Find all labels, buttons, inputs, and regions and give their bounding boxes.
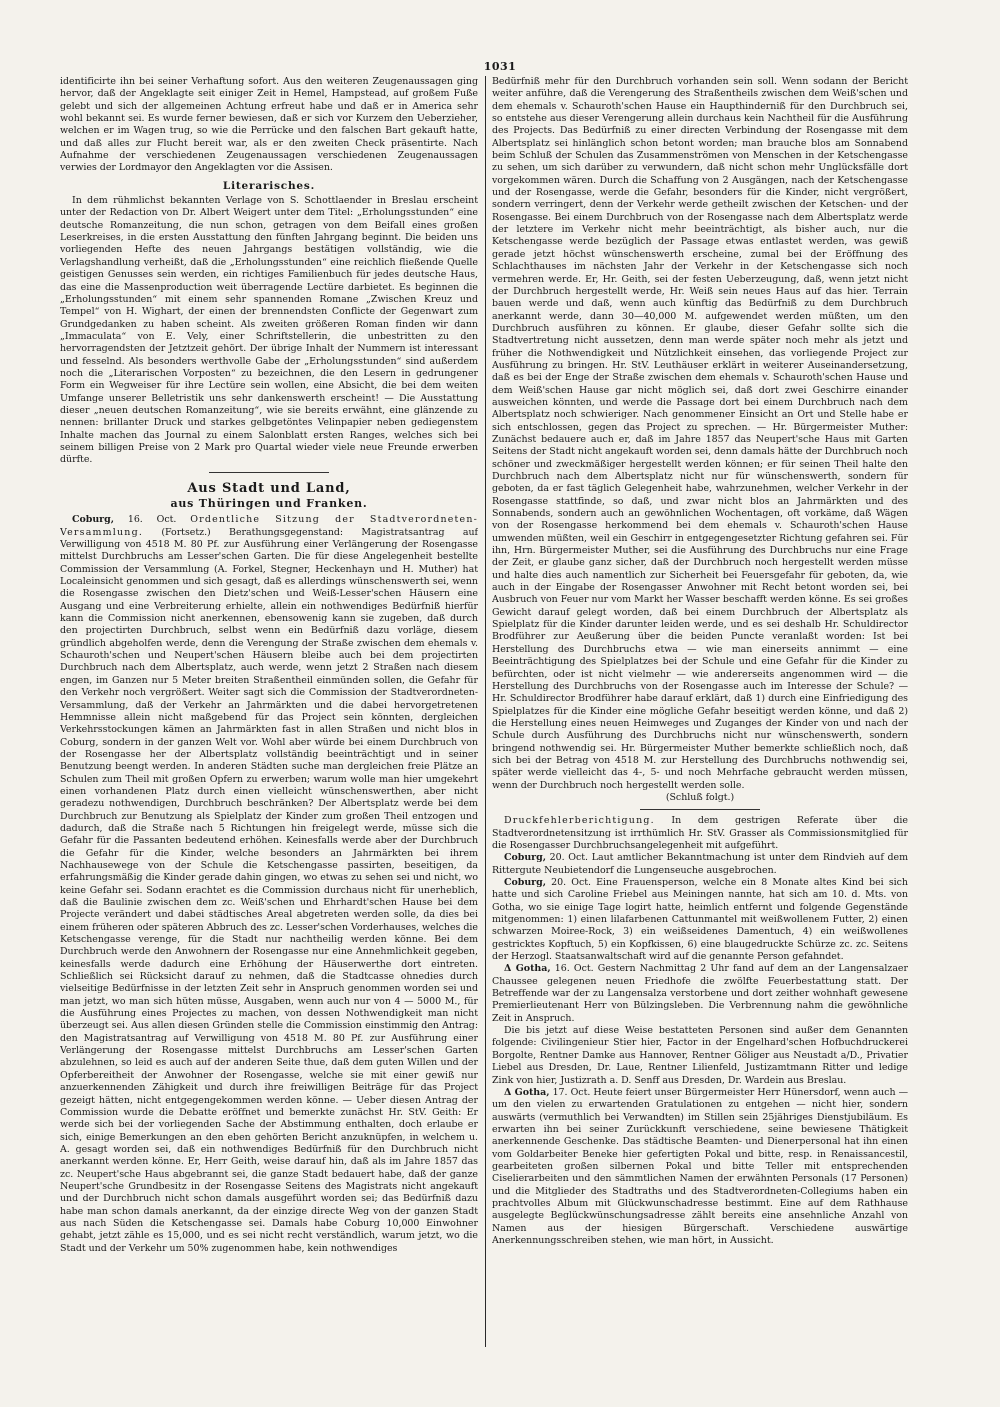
literary-article: In dem rühmlichst bekannten Verlage von S. Schottlaender in Breslau erscheint unter der Redaction von Dr. Albert Weigert unter dem Titel: „Erholungsstunden“ eine deutsche Romanzeitung, die nun schon, getragen von dem Beifall eines großen Leserkreises, in die ersten Ausstattung den fünften Jahrgang beginnt. Die beiden uns vorliegenden Hefte des neuen Jahrgangs bestätigen vollständig, wie die Verlagshandlung verheißt, daß die „Erholungsstunden“ eine reichlich fließende Quelle geistigen Genusses sein werden, ein richtiges Familienbuch für jedes deutsche Haus, das eine die Massenproduction weit überragende Lectüre darbietet. Es beginnen die „Erholungsstunden“ mit einem sehr spannenden Romane „Zwischen Kreuz und Tempel“ von H. Wighart, der einen der brennendsten Conflicte der Gegenwart zum Grundgedanken zu haben scheint. Als zweiten größeren Roman finden wir dann „Immaculata“ von E. Vely, einer Schriftstellerin, die unbestritten zu den hervorragendsten der Jetztzeit gehört. Der übrige Inhalt der Nummern ist interessant und fesselnd. Als besonders werthvolle Gabe der „Erholungsstunden“ sind außerdem noch die „Literarischen Vorposten“ zu bezeichnen, die den Lesern in gedrungener Form ein Wegweiser für ihre Lectüre sein wollen, eine Absicht, die bei dem weiten Umfange unserer Belletristik uns sehr dankenswerth erscheint! — Die Ausstattung dieser „neuen deutschen Romanzeitung“, wie sie bereits erwähnt, eine glänzende zu nennen: brillanter Druck und starkes gelbgetöntes Velinpapier neben gediegenstem Inhalte machen das Journal zu einem Salonblatt ersten Ranges, welches sich bei seinem billigen Preise von 2 Mark pro Quartal wieder viele neue Freunde erwerben dürfte. [60,195,478,466]
right-column [492,76,908,1347]
page-number: 1031 [483,60,517,73]
divider [640,809,760,810]
dateline: Δ Gotha, [504,1086,550,1098]
news-item: Δ Gotha, 17. Oct. Heute feiert unser Bürgermeister Herr Hünersdorf, wenn auch — um den vielen zu erwartenden Gratulationen zu entgehen — nicht hier, sondern auswärts (vermuthlich bei Verwandten) im Stillen sein 25jähriges Dienstjubiläum. Es erwarten ihn bei seiner Zurückkunft verschiedene, seine bewiesene Thätigkeit anerkennende Geschenke. Das städtische Beamten- und Dienerpersonal hat ihn einen vom Goldarbeiter Beneke hier gefertigten Pokal und bitte, resp. in Renaissancestil, gearbeiteten großen silbernen Pokal und bitte Teller mit entsprechenden Ciselierarbeiten und den sämmtlichen Namen der erwähnten Personals (17 Personen) und die Mitglieder des Stadtraths und des Stadtverordneten-Collegiums haben ein prachtvolles Album mit Glückwunschadresse bestimmt. Eine auf dem Rathhause ausgelegte Beglückwünschungsadresse zählt bereits eine ansehnliche Anzahl von Namen aus der hiesigen Bürgerschaft. Verschiedene auswärtige Anerkennungsschreiben stehen, wie man hört, in Aussicht. [492,1086,908,1246]
date: 16. Oct. [113,514,191,526]
news-item: Coburg, 20. Oct. Eine Frauensperson, welche ein 8 Monate altes Kind bei sich hatte und sich Caroline Friebel aus Meiningen nannte, hat sich am 10. d. Mts. von Gotha, wo sie einige Tage logirt hatte, heimlich entfernt und folgende Gegenstände mitgenommen: 1) einen lilafarbenen Cattunmantel mit weißwollenem Futter, 2) einen schwarzen Moiree-Rock, 3) ein weißseidenes Damentuch, 4) ein weißwollenes gestricktes Kopftuch, 5) ein Kopfkissen, 6) eine blaugedruckte Schürze zc. zc. Seitens der Herzogl. Staatsanwaltschaft wird auf die genannte Person gefahndet. [492,877,908,963]
literary-heading: Literarisches. [222,179,316,192]
news-item: Δ Gotha, 16. Oct. Gestern Nachmittag 2 Uhr fand auf dem an der Langensalzaer Chaussee gelegenen neuen Friedhofe die zwölfte Feuerbestattung statt. Der Betreffende war der zu Langensalza verstorbene und dort zeither wohnhaft gewesene Premierlieutenant Herr von Bülzingsleben. Die Verbrennung nahm die gewöhnliche Zeit in Anspruch. [492,963,908,1024]
section-heading: Aus Stadt und Land, [187,480,351,496]
divider [209,472,329,473]
correction-heading: Druckfehlerberichtigung. [504,815,655,827]
article-continuation: identificirte ihn bei seiner Verhaftung sofort. Aus den weiteren Zeugenaussagen ging hervor, daß der Angeklagte seit einiger Zeit in Hemel, Hampstead, auf großem Fuße gelebt und sich der allgemeinen Achtung erfreut habe und daß er in America sehr wohl bekannt sei. Es wurde ferner bewiesen, daß er sich vor Kurzem den Ueberzieher, welchen er im Wagen trug, so wie die Perrücke und den falschen Bart gekauft hatte, und daß alles zur Flucht bereit war, als er den zweiten Check präsentirte. Nach Aufnahme der verschiedenen Zeugenaussagen verschiedenen Zeugenaussagen verwies der Lordmayor den Angeklagten vor die Assisen. [60,76,478,174]
dateline: Coburg, [72,514,114,526]
to-be-continued: (Schluß folgt.) [665,791,735,803]
report-heading: Ordentliche Sitzung der Stadtverordneten-Versammlung. [60,514,478,538]
coburg-council-report [60,514,478,1255]
news-item-continued: Die bis jetzt auf diese Weise bestatteten Personen sind außer dem Genannten folgende: Civilingenieur Stier hier, Factor in der Engelhard'schen Hofbuchdruckerei Borgolte, Rentner Damke aus Hannover, Rentner Göliger aus Neustadt a/D., Privatier Liebel aus Dresden, Dr. Laue, Rentner Lilienfeld, Justizamtmann Ritter und ledige Zink von hier, Justizrath a. D. Senff aus Dresden, Dr. Wardein aus Breslau. [492,1025,908,1086]
report-text: (Fortsetz.) Berathungsgegenstand: Magistratsantrag auf Verwilligung von 4518 M. 80 Pf. zur Ausführung einer Verlängerung der Rosengasse mittelst Durchbruchs am Lesser'schen Garten. Die für diese Angelegenheit bestellte Commission der Versammlung (A. Forkel, Stegner, Heckenhayn und H. Muther) hat Localeinsicht genommen und sich gesagt, daß es allerdings wünschenswerth sei, wenn die Rosengasse zwischen den Dietz'schen und Weiß-Lesser'schen Häusern eine Ausgang und eine Verbreiterung erhielte, allein ein nothwendiges Bedürfniß hierfür kann die Commission nicht anerkennen, ebensowenig kann sie zugeben, daß durch den projectirten Durchbruch, selbst wenn ein Bedürfniß dazu vorläge, diesem gründlich abgeholfen werde, denn die Verengung der Straße zwischen dem ehemals v. Schauroth'schen und Neupert'schen Häusern bleibe auch bei dem projectirten Durchbruch nach dem Albertsplatz, auch werde, wenn jetzt 2 Straßen nach diesem engen, im Ganzen nur 5 Meter breiten Straßentheil einmünden sollen, die Gefahr für den Verkehr noch vergrößert. Weiter sagt sich die Commission der Stadtverordneten-Versammlung, daß der Verkehr an Jahrmärkten und die dabei hervorgetretenen Hemmnisse allein nicht maßgebend für das Project sein könnten, dergleichen Verkehrsstockungen kämen an Jahrmärkten fast in allen Straßen und nicht blos in Coburg, sondern in der ganzen Welt vor. Wohl aber würde bei einem Durchbruch von der Rosengasse her der Albertsplatz vollständig beeinträchtigt und in seiner Benutzung beengt werden. In anderen Städten suche man dergleichen freie Plätze an Schulen zum Theil mit großen Opfern zu erwerben; warum wolle man hier umgekehrt einen vorhandenen Platz durch einen vielleicht wünschenswerthen, aber nicht geradezu nothwendigen, Durchbruch beschränken? Der Albertsplatz werde bei dem Durchbruch zur Benutzung als Spielplatz der Kinder zum großen Theil entzogen und dadurch, daß die Straße nach 5 Richtungen hin freigelegt werde, müsse sich die Gefahr für die Passanten bedeutend erhöhen. Keinesfalls werde aber der Durchbruch die Gefahr für die Kinder, welche besonders an Jahrmärkten bei ihrem Nachhausewege von der Schule die Ketschengasse passirten, beseitigen, da erfahrungsmäßig die Kinder gerade dahin gingen, wo etwas zu sehen sei und nicht, wo keine Gefahr sei. Sodann erachtet es die Commission durchaus nicht für unerheblich, daß die Baulinie zwischen dem zc. Weiß'schen und Ehrhardt'schen Hause bei dem Projecte verändert und dabei städtisches Areal abgetreten werden solle, da dies bei einem früheren oder späteren Abbruch des zc. Lesser'schen Vorderhauses, welches die Ketschengasse verenge, für die Stadt nur nachtheilig werden könne. Bei dem Durchbruch werde den Anwohnern der Rosengasse nur eine Annehmlichkeit gegeben, keinesfalls werde dadurch eine Erhöhung der Häuserwerthe dort eintreten. Schließlich sei Rücksicht darauf zu nehmen, daß die Stadtcasse ohnedies durch vielseitige Bedürfnisse in der letzten Zeit sehr in Anspruch genommen worden sei und man jetzt, wo man sich hüten müsse, Ausgaben, wenn auch nur von 4 — 5000 M., für die Ausführung eines Projectes zu machen, von dessen Nothwendigkeit man nicht überzeugt sei. Aus allen diesen Gründen stelle die Commission einstimmig den Antrag: den Magistratsantrag auf Verwilligung von 4518 M. 80 Pf. zur Ausführung einer Verlängerung der Rosengasse mittelst Durchbruchs am Lesser'schen Garten abzulehnen, so leid es auch auf der anderen Seite thue, daß dem guten Willen und der Opferbereitheit der Anwohner der Rosengasse, welche sie mit einer gewiß nur anzuerkennenden Zähigkeit und durch ihre freiwilligen Beiträge für das Project gezeigt hätten, nicht entgegengekommen werden könne. — Ueber diesen Antrag der Commission wurde die Debatte eröffnet und bemerkte zunächst Hr. StV. Geith: Er werde sich bei der vorliegenden Sache der Abstimmung enthalten, doch erlaube er sich, einige Bemerkungen an den eben gehörten Bericht anzuknüpfen, in welchem u. A. gesagt worden sei, daß ein nothwendiges Bedürfniß für den Durchbruch nicht anerkannt werden könne. Er, Herr Geith, weise darauf hin, daß als im Jahre 1857 das zc. Neupert'sche Haus abgebrannt sei, die ganze Stadt bedauert habe, daß der ganze Neupert'sche Grundbesitz in der Rosengasse Seitens des Magistrats nicht angekauft und der Durchbruch nicht schon damals ausgeführt worden sei; das Bedürfniß dazu habe man schon damals anerkannt, da der einzige directe Weg von der ganzen Stadt aus nach Süden die Ketschengasse sei. Damals habe Coburg 10,000 Einwohner gehabt, jetzt zähle es 15,000, und es sei nicht recht verständlich, warum jetzt, wo die Stadt und der Verkehr um 50% zugenommen habe, kein nothwendiges [60,526,478,1254]
correction-notice: Druckfehlerberichtigung. In dem gestrigen Referate über die Stadtverordnetensitzung ist irrthümlich Hr. StV. Grasser als Commissionsmitglied für die Rosengasser Durchbruchsangelegenheit mit aufgeführt. [492,815,908,851]
dateline: Δ Gotha, [504,963,551,975]
column-rule [485,76,486,1347]
left-column [60,76,478,1347]
news-item: Coburg, 20. Oct. Laut amtlicher Bekanntmachung ist unter dem Rindvieh auf dem Rittergute Neubietendorf die Lungenseuche ausgebrochen. [492,852,908,876]
dateline: Coburg, [504,852,546,864]
report-continuation: Bedürfniß mehr für den Durchbruch vorhanden sein soll. Wenn sodann der Bericht weiter anführe, daß die Verengerung des Straßentheils zwischen dem Weiß'schen und dem ehemals v. Schauroth'schen Hause ein Haupthinderniß für den Durchbruch sei, so entstehe aus dieser Verengerung allein durchaus kein Nachtheil für die Ausführung des Projects. Das Bedürfniß zu einer directen Verbindung der Rosengasse mit dem Albertsplatz sei hinlänglich schon betont worden; man brauche blos am Sonnabend beim Schluß der Schulen das Zusammenströmen von Menschen in der Ketschengasse zu sehen, um sich darüber zu verwundern, daß nicht schon mehr Unglücksfälle dort vorgekommen wären. Durch die Schaffung von 2 Ausgängen, nach der Ketschengasse und der Rosengasse, werde die Gefahr, besonders für die Kinder, nicht vergrößert, sondern verringert, denn der Verkehr werde getheilt zwischen der Ketschen- und der Rosengasse. Bei einem Durchbruch von der Rosengasse nach dem Albertsplatz werde der letztere im Verkehr nicht mehr beeinträchtigt, als bisher auch, nur die Ketschengasse werde bezüglich der Passage etwas entlastet werden, was gewiß gerade jetzt höchst wünschenswerth erscheine, zumal bei der Eröffnung des Schlachthauses im nächsten Jahr der Verkehr in der Ketschengasse sich noch vermehren werde. Er, Hr. Geith, sei der festen Ueberzeugung, daß, wenn jetzt nicht der Durchbruch hergestellt werde, Hr. Weiß sein neues Haus auf das hier. Terrain bauen werde und daß, wenn auch künftig das Bedürfniß zu dem Durchbruch anerkannt werde, dann 30—40,000 M. aufgewendet werden müßten, um den Durchbruch ausführen zu können. Er glaube, dieser Gefahr sollte sich die Stadtvertretung nicht aussetzen, denn man werde später noch mehr als jetzt und früher die Nothwendigkeit und Nützlichkeit einsehen, das vorliegende Project zur Ausführung zu bringen. Hr. StV. Leuthäuser erklärt in weiterer Auseinandersetzung, daß es bei der Enge der Straße zwischen dem ehemals v. Schauroth'schen Hause und dem Weiß'schen Hause gar nicht möglich sei, daß dort zwei Geschirre einander ausweichen könnten, und werde die Passage dort bei einem Durchbruch nach dem Albertsplatz noch schwieriger. Nach genommener Einsicht an Ort und Stelle habe er sich entschlossen, gegen das Project zu sprechen. — Hr. Bürgermeister Muther: Zunächst bedauere auch er, daß im Jahre 1857 das Neupert'sche Haus mit Garten Seitens der Stadt nicht angekauft worden sei, denn damals hätte der Durchbruch noch schöner und zweckmäßiger hergestellt werden können; er für seinen Theil halte den Durchbruch nach dem Albertsplatz nicht nur für wünschenswerth, sondern für geboten, da er fast täglich Gelegenheit habe, wahrzunehmen, welcher Verkehr in der Rosengasse stattfinde, so daß, und zwar nicht blos an Jahrmärkten und des Sonnabends, sondern auch an gewöhnlichen Wochentagen, oft vorkäme, daß Wägen von der Rosengasse herkommend bei dem ehemals v. Schauroth'schen Hause umwenden müßten, weil ein Geschirr in entgegengesetzter Richtung gefahren sei. Für ihn, Hrn. Bürgermeister Muther, sei die Ausführung des Durchbruchs nur eine Frage der Zeit, er glaube ganz sicher, daß der Durchbruch noch hergestellt werden müsse und halte dies auch namentlich zur Sicherheit bei Feuersgefahr für geboten, da, wie auch in der Eingabe der Rosengasser Anwohner mit Recht betont worden sei, bei Ausbruch von Feuer nur vom Markt her Wasser beschafft werden könne. Es sei großes Gewicht darauf gelegt worden, daß bei einem Durchbruch der Albertsplatz als Spielplatz für die Kinder darunter leiden werde, und es sei deshalb Hr. Schuldirector Brodführer zur Aeußerung über die beiden Puncte veranlaßt worden: Ist bei Herstellung des Durchbruchs etwa — wie man einerseits annimmt — eine Beeinträchtigung des Spielplatzes bei der Schule und eine Gefahr für die Kinder zu befürchten, oder ist nicht vielmehr — wie andererseits angenommen wird — die Herstellung des Durchbruchs von der Rosengasse auch im Interesse der Schule? — Hr. Schuldirector Brodführer habe darauf erklärt, daß 1) durch eine Einfriedigung des Spielplatzes für die Kinder eine mögliche Gefahr beseitigt werden könne, und daß 2) die Herstellung eines neuen Heimweges und Zuganges der Kinder von und nach der Schule durch Ausführung des Durchbruchs nicht nur wünschenswerth, sondern bringend nothwendig sei. Hr. Bürgermeister Muther bemerkte schließlich noch, daß sich bei der Betrag von 4518 M. zur Herstellung des Durchbruchs nothwendig sei, später werde vielleicht das 4-, 5- und noch Mehrfache gebraucht werden müssen, wenn der Durchbruch noch hergestellt werden solle. [492,76,908,791]
section-subheading: aus Thüringen und Franken. [170,497,368,510]
dateline: Coburg, [504,877,546,888]
